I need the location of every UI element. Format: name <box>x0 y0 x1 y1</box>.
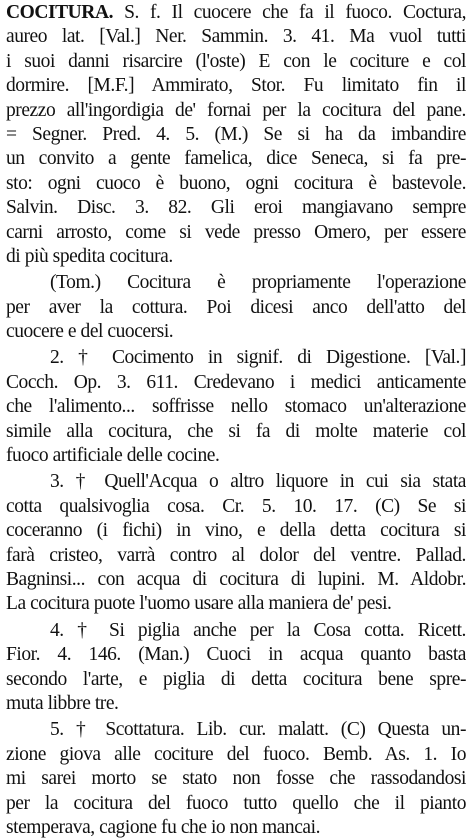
entry-paragraph <box>6 346 466 468</box>
text-line: = Segner. Pred. 4. 5. (M.) Se si ha da imbandire <box>6 123 466 145</box>
dictionary-entry-cocitura <box>6 1 466 840</box>
text-line: un convito a gente famelica, dice Seneca, si fa pre- <box>6 148 466 170</box>
text-line: farà cristeo, varrà contro al dolor del ventre. Pallad. <box>6 544 466 566</box>
text-line: 2. † Cocimento in signif. di Digestione. [Val.] <box>50 347 466 369</box>
text-line: sto: ogni cuoco è buono, ogni cocitura è bastevole. <box>6 172 466 194</box>
entry-paragraph <box>6 470 466 616</box>
text-line: secondo l'arte, e piglia di detta cocitura bene spre- <box>6 668 466 690</box>
text-line: che l'alimento... soffrisse nello stomaco un'alterazione <box>6 396 466 418</box>
text-line: 3. † Quell'Acqua o altro liquore in cui sia stata <box>50 471 466 493</box>
text-line: muta libbre tre. <box>6 692 119 714</box>
text-line: Fior. 4. 146. (Man.) Cuoci in acqua quanto basta <box>6 644 466 666</box>
text-line: per aver la cottura. Poi dicesi anco dell'atto del <box>6 296 466 318</box>
text-line: mi sarei morto se stato non fosse che rassodandosi <box>6 768 466 790</box>
text-line: i suoi danni risarcire (l'oste) E con le cociture e col <box>6 50 466 72</box>
text-line: Cocch. Op. 3. 611. Credevano i medici anticamente <box>6 371 466 393</box>
entry-paragraph <box>6 1 466 269</box>
text-line: (Tom.) Cocitura è propriamente l'operazione <box>50 272 466 294</box>
text-line: per la cocitura del fuoco tutto quello che il pianto <box>6 792 466 814</box>
text-line: prezzo all'ingordigia de' fornai per la cocitura del pane. <box>6 99 466 121</box>
text-line: aureo lat. [Val.] Ner. Sammin. 3. 41. Ma vuol tutti <box>6 26 466 48</box>
text-line: dormire. [M.F.] Ammirato, Stor. Fu limitato fin il <box>6 75 466 97</box>
text-line: coceranno (i fichi) in vino, e della detta cocitura si <box>6 520 466 542</box>
text-line: 4. † Si piglia anche per la Cosa cotta. Ricett. <box>50 619 466 641</box>
text-line: Salvin. Disc. 3. 82. Gli eroi mangiavano sempre <box>6 197 466 219</box>
entry-paragraph <box>6 271 466 344</box>
text-line: fuoco artificiale delle cocine. <box>6 445 220 467</box>
text-line: zione giova alle cociture del fuoco. Bemb. As. 1. Io <box>6 743 466 765</box>
text-line: cuocere e del cuocersi. <box>6 321 174 343</box>
entry-paragraph <box>6 718 466 840</box>
text-line: carni arrosto, come si vede presso Omero, per essere <box>6 221 466 243</box>
text-line: cotta qualsivoglia cosa. Cr. 5. 10. 17. (C) Se si <box>6 495 466 517</box>
text-line: La cocitura puote l'uomo usare alla maniera de' pesi. <box>6 593 392 615</box>
entry-paragraph <box>6 619 466 717</box>
headword: COCITURA. <box>6 2 113 23</box>
text-line: 5. † Scottatura. Lib. cur. malatt. (C) Questa un- <box>50 719 466 741</box>
text-line: stemperava, cagione fu che io non mancai. <box>6 816 320 838</box>
text-line: COCITURA. S. f. Il cuocere che fa il fuoco. Coctura, <box>6 2 466 23</box>
text-line: Bagninsi... con acqua di cocitura di lupini. M. Aldobr. <box>6 568 466 590</box>
text-line: simile alla cocitura, che si fa di molte materie col <box>6 420 466 442</box>
text-line: di più spedita cocitura. <box>6 245 173 267</box>
